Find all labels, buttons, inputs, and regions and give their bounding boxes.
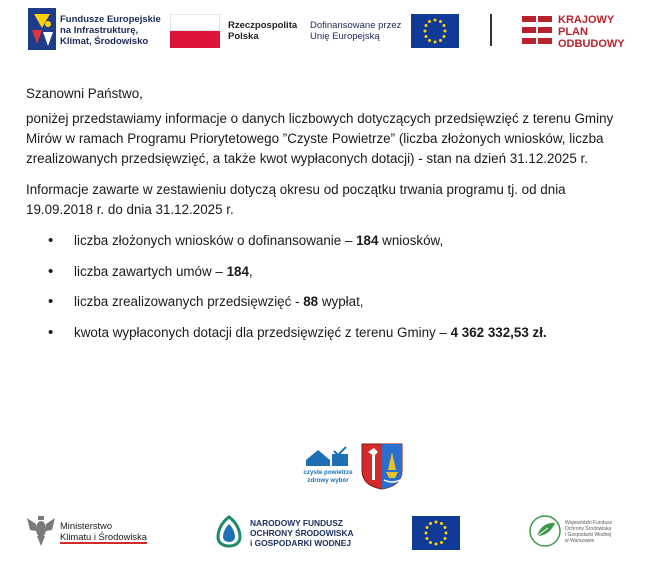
eu-text-line1: Dofinansowane przez [310, 20, 402, 31]
polish-eagle-icon [26, 514, 56, 548]
fe-text-line2: na Infrastrukturę, [60, 25, 139, 36]
kpo-text-line1: KRAJOWY [558, 14, 615, 26]
nfos-text-line2: OCHRONY ŚRODOWISKA [250, 528, 354, 538]
bullet-value: 88 [303, 294, 319, 310]
nfos-text-line3: i GOSPODARKI WODNEJ [250, 538, 351, 548]
list-item [48, 323, 638, 354]
nfosigw-emblem-icon [212, 514, 246, 548]
cp-text-line1: czyste powietrze [303, 469, 353, 476]
coat-of-arms-icon [360, 442, 404, 490]
logo-czyste-powietrze [300, 446, 354, 486]
logo-rzeczpospolita-polska [170, 14, 300, 48]
bullet-text: liczba zrealizowanych przedsięwzięć - [74, 294, 304, 310]
bullet-value: 184 [356, 233, 379, 248]
kpo-emblem-icon [522, 14, 552, 46]
fe-text-line1: Fundusze Europejskie [60, 14, 161, 25]
bullet-suffix: , [248, 263, 253, 279]
rp-text-line2: Polska [228, 31, 259, 42]
wfos-text-line4: w Warszawie [565, 538, 595, 544]
bullet-suffix: wypłat, [318, 294, 364, 310]
kpo-text-line3: ODBUDOWY [558, 38, 625, 50]
list-item [48, 231, 638, 262]
nfos-text-line1: NARODOWY FUNDUSZ [250, 518, 343, 528]
salutation: Szanowni Państwo, [26, 86, 143, 101]
wfos-text-line3: i Gospodarki Wodnej [565, 532, 612, 538]
house-icon [304, 446, 350, 468]
bullet-value: 4 362 332,53 zł. [450, 325, 547, 341]
bullet-suffix: wniosków, [378, 233, 444, 248]
fe-text-line3: Klimat, Środowisko [60, 36, 149, 47]
eu-flag-icon [411, 14, 459, 48]
wfos-text-line1: Wojewódzki Fundusz [565, 520, 613, 526]
logo-ministerstwo-klimatu [26, 514, 161, 550]
bullet-text: liczba złożonych wniosków o dofinansowanie – [74, 233, 357, 248]
list-item [48, 262, 638, 293]
ministry-text-line2: Klimatu i Środowiska [60, 531, 148, 542]
wfos-text-line2: Ochrony Środowiska [565, 526, 612, 532]
period-paragraph: Informacje zawarte w zestawieniu dotyczą okresu od początku trwania programu tj. od dnia 19.09.2018 r. do dnia 31.12.2025 r. [26, 182, 566, 217]
list-item [48, 292, 638, 323]
bullet-text: liczba zawartych umów – [74, 263, 227, 279]
logo-divider [490, 14, 492, 46]
cp-text-line2: zdrowy wybór [307, 476, 349, 484]
bullet-value: 184 [226, 263, 249, 279]
fe-emblem-icon [28, 8, 56, 50]
logo-nfosigw [212, 514, 362, 550]
polish-flag-icon [170, 14, 220, 48]
logo-fundusze-europejskie [28, 8, 163, 50]
statistics-list [48, 231, 638, 354]
logo-wfosigw [528, 514, 628, 550]
ministry-text-line1: Ministerstwo [60, 520, 113, 531]
eu-flag-bottom-icon [412, 516, 460, 550]
logo-krajowy-plan-odbudowy [522, 12, 632, 50]
logo-unia-europejska [310, 14, 465, 48]
rp-text-line1: Rzeczpospolita [228, 20, 298, 31]
bullet-text: kwota wypłaconych dotacji dla przedsięwzięć z terenu Gminy – [74, 325, 451, 341]
intro-paragraph: poniżej przedstawiamy informacje o danych liczbowych dotyczących przedsięwzięć z terenu Gminy Mirów w ramach Programu Priorytetowego ”Czyste Powietrze” (liczba złożonych wniosków, liczba zrealizowanych przedsięwzięć, a także kwot wypłaconych dotacji) - stan na dzień 31.12.2025 r. [26, 111, 614, 166]
wfosigw-emblem-icon [528, 514, 562, 548]
kpo-text-line2: PLAN [558, 26, 588, 38]
mirow-coat-of-arms [360, 442, 404, 490]
eu-text-line2: Unię Europejską [310, 31, 380, 42]
